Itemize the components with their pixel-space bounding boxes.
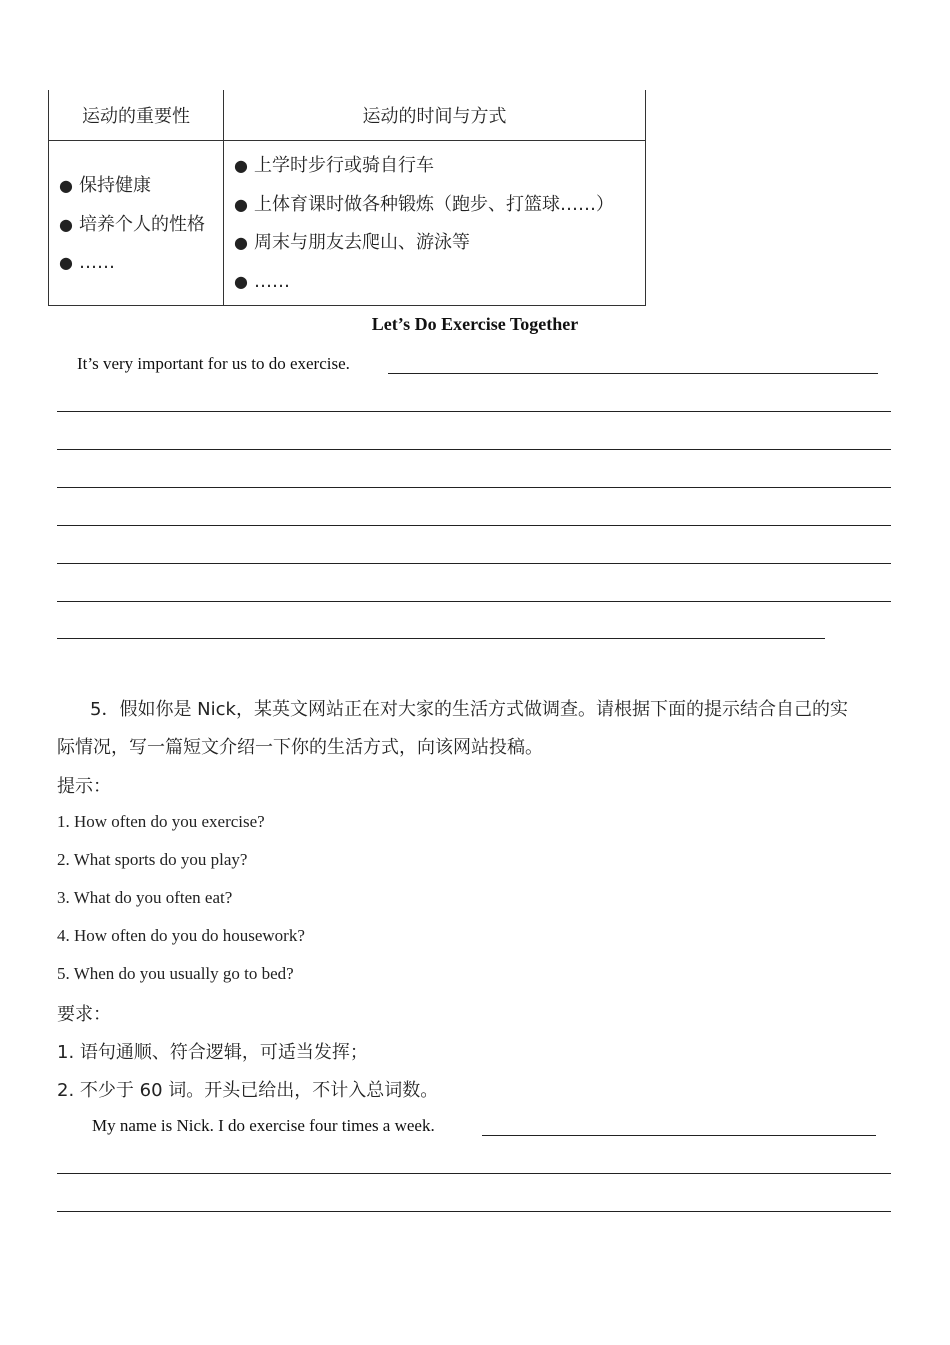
- essay-title: Let’s Do Exercise Together: [371, 314, 579, 334]
- task-prompt-line-1: 5．假如你是 Nick，某英文网站正在对大家的生活方式做调查。请根据下面的提示结合自己的实: [90, 699, 848, 720]
- writing-line[interactable]: [57, 1211, 891, 1212]
- task-prompt-line-2: 际情况，写一篇短文介绍一下你的生活方式，向该网站投稿。: [57, 737, 543, 758]
- hint-item: 1. How often do you exercise?: [57, 812, 265, 831]
- importance-cell: [49, 141, 224, 306]
- writing-line[interactable]: [57, 487, 891, 488]
- hints-label: 提示：: [57, 776, 111, 797]
- list-item: ● ……: [49, 244, 223, 283]
- bullet-icon: ●: [234, 194, 248, 214]
- hint-item: 2. What sports do you play?: [57, 850, 248, 869]
- header-time-and-way: 运动的时间与方式: [224, 90, 646, 141]
- bullet-icon: ●: [234, 156, 248, 175]
- list-item: ● 周末与朋友去爬山、游泳等: [224, 224, 645, 263]
- writing-line[interactable]: [57, 411, 891, 412]
- writing-line[interactable]: [57, 638, 825, 639]
- writing-line[interactable]: [57, 563, 891, 564]
- writing-line[interactable]: [388, 373, 878, 374]
- requirement-item: 1. 语句通顺、符合逻辑，可适当发挥；: [57, 1042, 368, 1063]
- writing-line[interactable]: [482, 1135, 876, 1136]
- essay-opening: It’s very important for us to do exercise.: [77, 354, 350, 373]
- bullet-icon: ●: [234, 271, 248, 291]
- list-item: ● 上学时步行或骑自行车: [224, 147, 645, 186]
- bullet-icon: ●: [234, 233, 248, 252]
- writing-line[interactable]: [57, 1173, 891, 1174]
- writing-line[interactable]: [57, 449, 891, 450]
- list-item: ● 上体育课时做各种锻炼（跑步、打篮球……）: [224, 186, 645, 225]
- exercise-table: [48, 90, 646, 306]
- hint-item: 3. What do you often eat?: [57, 888, 233, 907]
- bullet-icon: ●: [59, 253, 73, 272]
- time-and-way-cell: [224, 141, 646, 306]
- bullet-icon: ●: [59, 214, 73, 234]
- list-item: ● 保持健康: [49, 167, 223, 206]
- list-item: ● 培养个人的性格: [49, 206, 223, 245]
- bullet-icon: ●: [59, 176, 73, 195]
- writing-line[interactable]: [57, 601, 891, 602]
- header-importance: 运动的重要性: [49, 90, 224, 141]
- requirements-label: 要求：: [57, 1004, 111, 1025]
- list-item: ● ……: [224, 263, 645, 302]
- writing-line[interactable]: [57, 525, 891, 526]
- requirement-item: 2. 不少于 60 词。开头已给出，不计入总词数。: [57, 1080, 439, 1101]
- essay-opening: My name is Nick. I do exercise four times a week.: [92, 1116, 435, 1135]
- hint-item: 5. When do you usually go to bed?: [57, 964, 294, 983]
- hint-item: 4. How often do you do housework?: [57, 926, 305, 945]
